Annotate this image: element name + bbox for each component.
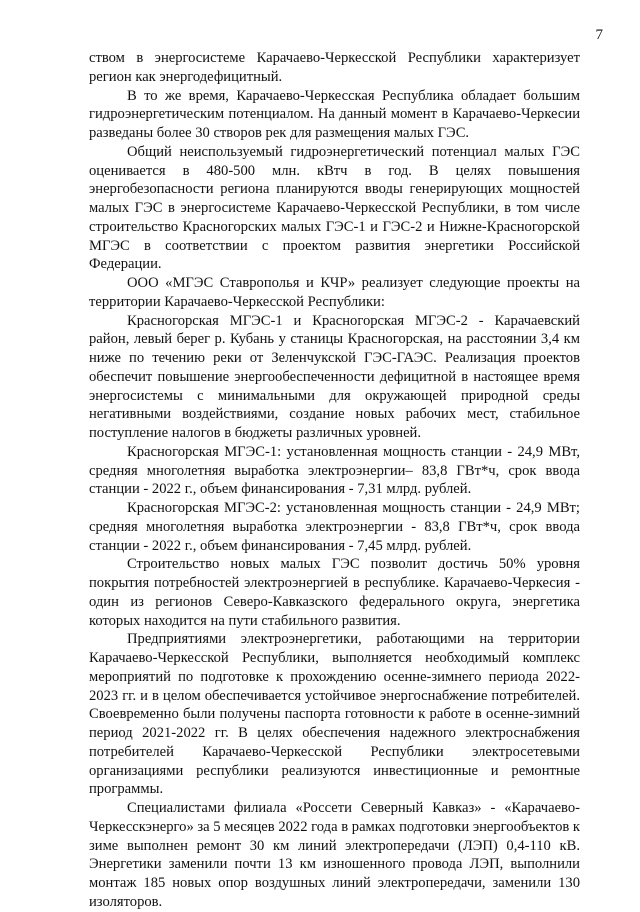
body-text [89,49,580,912]
paragraph-mges-projects-intro: ООО «МГЭС Ставрополья и КЧР» реализует следующие проекты на территории Карачаево-Черкесской Республики: [89,275,580,310]
paragraph-winter-preparation: Предприятиями электроэнергетики, работающими на территории Карачаево-Черкесской Республики, выполняется необходимый комплекс мероприятий по подготовке к прохождению осенне-зимнего периода 2022-2023 гг. и в целом обеспечивается устойчивое энергоснабжение потребителей. Своевременно были получены паспорта готовности к работе в осенне-зимний период 2021-2022 гг. В целях обеспечения надежного электроснабжения потребителей Карачаево-Черкесской Республики электросетевыми организациями республики реализуются инвестиционные и ремонтные программы. [89,631,580,798]
paragraph-rosseti-works: Специалистами филиала «Россети Северный Кавказ» - «Карачаево-Черкесскэнерго» за 5 месяцев 2022 года в рамках подготовки энергообъектов к зиме выполнен ремонт 30 км линий электропередачи (ЛЭП) 0,4-110 кВ. Энергетики заменили почти 13 км изношенного провода ЛЭП, выполнили монтаж 185 новых опор воздушных линий электропередачи, заменили 130 изоляторов. [89,800,580,910]
paragraph-continuation: ством в энергосистеме Карачаево-Черкесской Республики характеризует регион как энергодефицитный. [89,50,580,85]
paragraph-krasnogorsk-location: Красногорская МГЭС-1 и Красногорская МГЭС-2 - Карачаевский район, левый берег р. Кубань у станицы Красногорская, на расстоянии 3,4 км ниже по течению реки от Зеленчукской ГЭС-ГАЭС. Реализация проектов обеспечит повышение энергообеспеченности дефицитной в настоящее время энергосистемы с минимальными для окружающей природной среды негативными воздействиями, создание новых рабочих мест, стабильное поступление налогов в бюджеты различных уровней. [89,312,580,441]
paragraph-mges-2: Красногорская МГЭС-2: установленная мощность станции - 24,9 МВт; средняя многолетняя выработка электроэнергии - 83,8 ГВт*ч, срок ввода станции - 2022 г., объем финансирования - 7,45 млрд. рублей. [89,500,580,554]
paragraph-mges-1: Красногорская МГЭС-1: установленная мощность станции - 24,9 МВт, средняя многолетняя выработка электроэнергии– 83,8 ГВт*ч, срок ввода станции - 2022 г., объем финансирования - 7,31 млрд. рублей. [89,443,580,498]
paragraph-unused-potential: Общий неиспользуемый гидроэнергетический потенциал малых ГЭС оценивается в 480-500 млн. кВтч в год. В целях повышения энергобезопасности региона планируются вводы генерирующих мощностей малых ГЭС в энергосистеме Карачаево-Черкесской Республики, в том числе строительство Красногорских малых ГЭС-1 и ГЭС-2 и Нижне-Красногорской МГЭС в соответствии с проектом развития энергетики Российской Федерации. [89,143,580,273]
paragraph-hydro-potential: В то же время, Карачаево-Черкесская Республика обладает большим гидроэнергетическим потенциалом. На данный момент в Карачаево-Черкесии разведаны более 30 створов рек для размещения малых ГЭС. [89,87,580,141]
page-number: 7 [595,27,603,43]
paragraph-coverage: Строительство новых малых ГЭС позволит достичь 50% уровня покрытия потребностей электроэнергией в республике. Карачаево-Черкесия - один из регионов Северо-Кавказского федерального округа, энергетика которых находится на пути стабильного развития. [89,556,580,629]
